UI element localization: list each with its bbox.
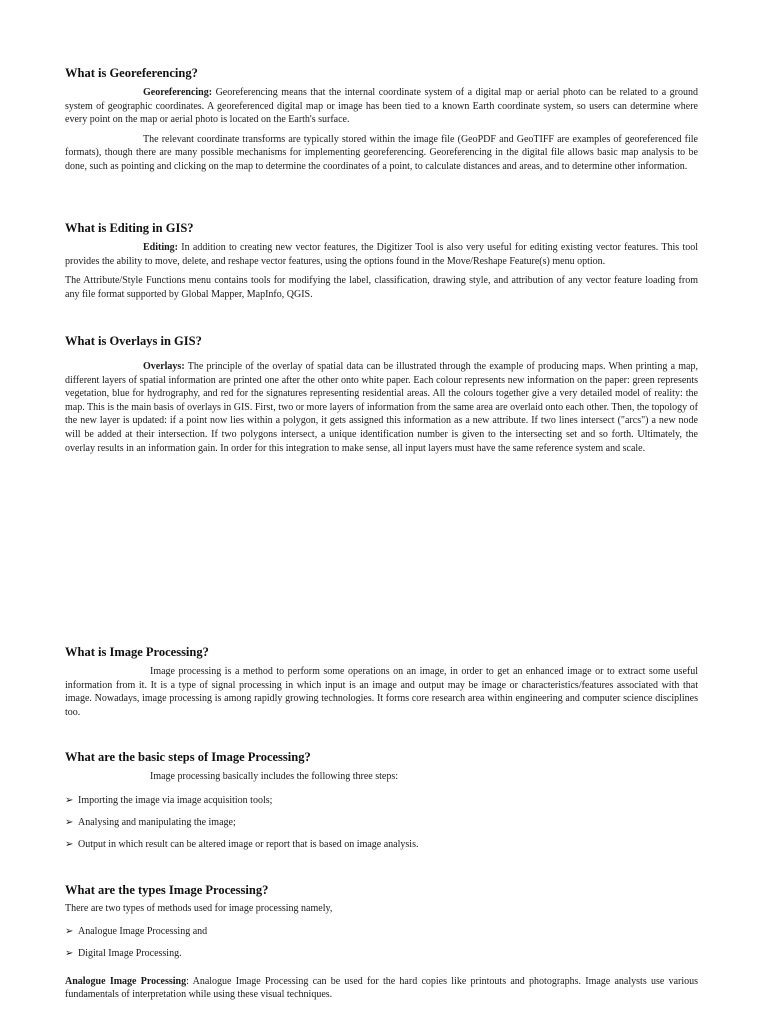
- document-page: [65, 0, 698, 1024]
- paragraph-georeferencing-definition: [65, 86, 698, 127]
- paragraph-georeferencing-transforms: The relevant coordinate transforms are typically stored within the image file (GeoPDF and GeoTIFF are examples of georeferenced file formats), though there are many possible mechanisms for implementing georeferencing. Georeferencing in the digital file allows basic map analysis to be done, such as pointing and clicking on the map to determine the coordinates of a point, to calculate distances and areas, and to determine other information.: [65, 133, 698, 172]
- section-basic-steps: [65, 749, 698, 860]
- heading-basic-steps: What are the basic steps of Image Processing?: [65, 750, 311, 764]
- list-item-text: Digital Image Processing.: [78, 947, 182, 959]
- paragraph-image-processing-definition: Image processing is a method to perform some operations on an image, in order to get an enhanced image or to extract some useful information from it. It is a type of signal processing in which input is an image and output may be image or characteristics/features associated with that image. Nowadays, image processing is among rapidly growing technologies. It forms core research area within engineering and computer science disciplines too.: [65, 666, 698, 718]
- paragraph-types-intro: There are two types of methods used for image processing namely,: [65, 903, 333, 914]
- steps-list: [65, 794, 698, 851]
- term-overlays: Overlays:: [143, 361, 185, 372]
- list-item: [65, 838, 698, 851]
- heading-georeferencing: What is Georeferencing?: [65, 66, 198, 80]
- text-analogue-definition: : Analogue Image Processing can be used for the hard copies like printouts and photographs. Image analysts use various fundamentals of interpretation while using these visual techniques.: [65, 975, 699, 1001]
- arrow-bullet-icon: ➢: [65, 838, 74, 850]
- list-item: [65, 816, 698, 829]
- paragraph-overlays-definition: [65, 360, 698, 455]
- paragraph-analogue: [65, 975, 698, 1002]
- paragraph-editing-attribute: The Attribute/Style Functions menu contains tools for modifying the label, classification, drawing style, and attribution of any vector feature loading from any file format supported by Global Mapper, MapInfo, QGIS.: [65, 275, 698, 300]
- heading-overlays: What is Overlays in GIS?: [65, 334, 202, 348]
- section-georeferencing: [65, 65, 698, 174]
- list-item-text: Importing the image via image acquisition tools;: [78, 794, 273, 806]
- paragraph-steps-intro: Image processing basically includes the following three steps:: [150, 771, 398, 782]
- text-editing-definition: In addition to creating new vector features, the Digitizer Tool is also very useful for editing existing vector features. This tool provides the ability to move, delete, and reshape vector features, using the options found in the Move/Reshape Feature(s) menu option.: [65, 242, 698, 267]
- term-editing: Editing:: [143, 242, 179, 253]
- list-item-text: Output in which result can be altered image or report that is based on image analysis.: [78, 838, 419, 850]
- text-georeferencing-definition: Georeferencing means that the internal coordinate system of a digital map or aerial photo can be related to a ground system of geographic coordinates. A georeferenced digital map or image has been tied to a known Earth coordinate system, so users can determine where every point on the map or aerial photo is located on the Earth's surface.: [65, 87, 698, 126]
- heading-image-processing: What is Image Processing?: [65, 645, 209, 659]
- heading-editing: What is Editing in GIS?: [65, 221, 194, 235]
- text-overlays-definition: The principle of the overlay of spatial data can be illustrated through the example of producing maps. When printing a map, different layers of spatial information are printed one after the other onto white paper. Each colour represents new information on the paper: green represents vegetation, blue for hydrography, and red for the signatures representing residential areas. All the colours together give a very detailed model of reality: the map. This is the main basis of overlays in GIS. First, two or more layers of information from the same area are overlaid onto each other. Then, the topology of the new layer is updated: if a point now lies within a polygon, it gets assigned this information as a new attribute. If two lines intersect ("arcs") a new node will be added at their intersection. If two polygons intersect, a unique identification number is given to the intersecting set and so forth. Ultimately, the overlay results in an information gain. In order for this integration to make sense, all input layers must have the same reference system and scale.: [65, 361, 698, 454]
- section-types: [65, 882, 698, 1002]
- list-item-text: Analysing and manipulating the image;: [78, 816, 236, 828]
- paragraph-editing-definition: [65, 241, 698, 268]
- section-editing: [65, 220, 698, 301]
- list-item: [65, 925, 698, 938]
- types-list: [65, 925, 698, 960]
- arrow-bullet-icon: ➢: [65, 947, 74, 959]
- term-georeferencing: Georeferencing:: [143, 87, 213, 98]
- arrow-bullet-icon: ➢: [65, 816, 74, 828]
- list-item: [65, 794, 698, 807]
- list-item-text: Analogue Image Processing and: [78, 925, 208, 937]
- list-item: [65, 947, 698, 960]
- section-overlays: [65, 333, 698, 455]
- arrow-bullet-icon: ➢: [65, 794, 74, 806]
- term-analogue-image-processing: Analogue Image Processing: [65, 975, 187, 987]
- arrow-bullet-icon: ➢: [65, 925, 74, 937]
- heading-types: What are the types Image Processing?: [65, 883, 269, 897]
- section-image-processing: [65, 644, 698, 719]
